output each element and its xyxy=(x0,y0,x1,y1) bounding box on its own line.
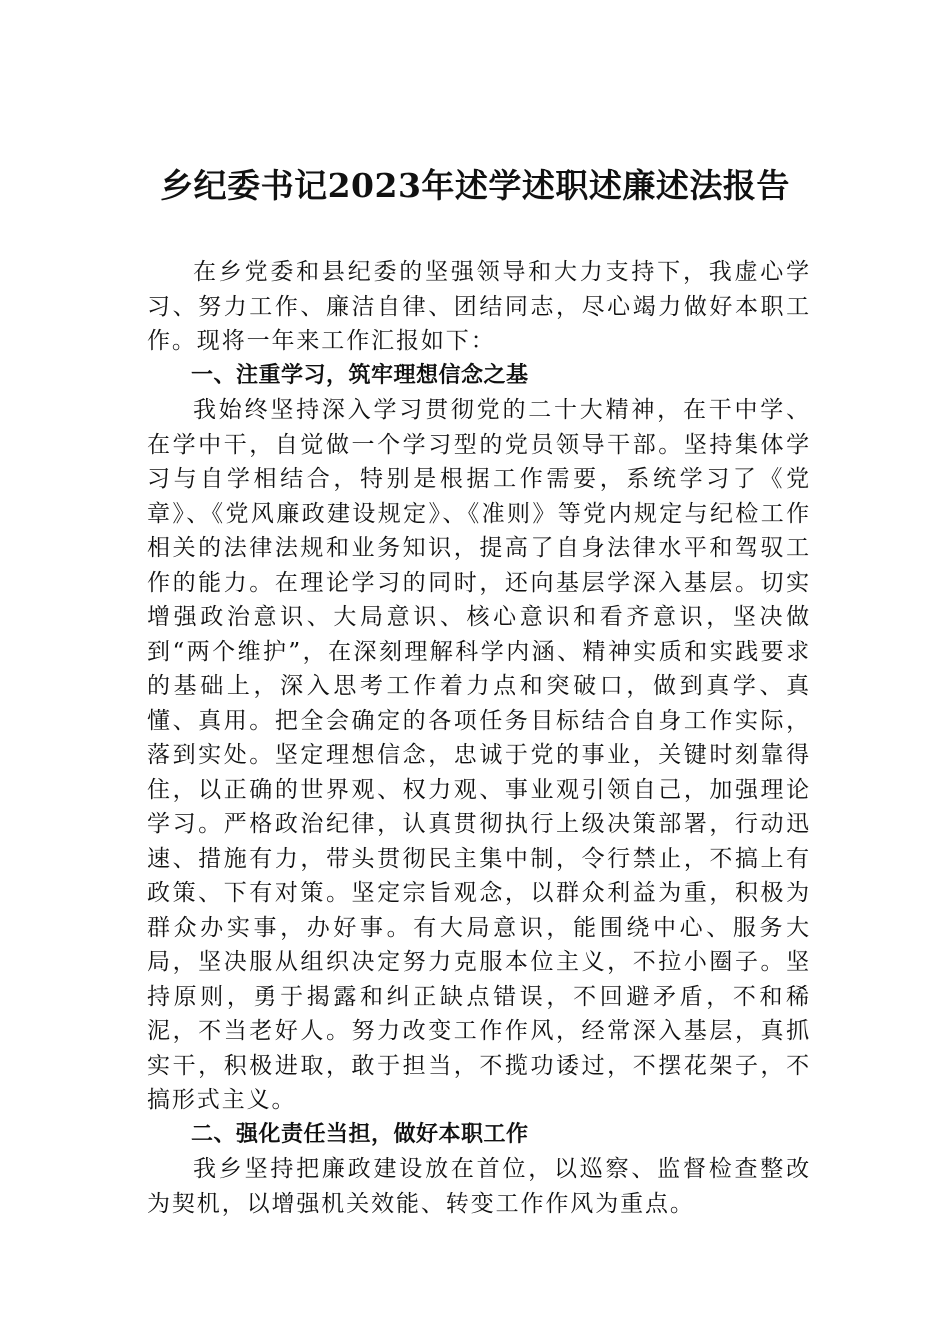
document-title: 乡纪委书记2023年述学述职述廉述法报告 xyxy=(160,166,790,205)
section-heading-1: 一、注重学习，筑牢理想信念之基 xyxy=(191,362,529,388)
section-2-paragraph: 我乡坚持把廉政建设放在首位，以巡察、监督检查整改为契机，以增强机关效能、转变工作作风为重点。 xyxy=(147,1156,811,1217)
section-heading-2: 二、强化责任当担，做好本职工作 xyxy=(191,1121,529,1147)
section-1-paragraph: 我始终坚持深入学习贯彻党的二十大精神，在干中学、在学中干，自觉做一个学习型的党员领导干部。坚持集体学习与自学相结合，特别是根据工作需要，系统学习了《党章》、《党风廉政建设规定》、《准则》等党内规定与纪检工作相关的法律法规和业务知识，提高了自身法律水平和驾驭工作的能力。在理论学习的同时，还向基层学深入基层。切实增强政治意识、大局意识、核心意识和看齐意识，坚决做到“两个维护”，在深刻理解科学内涵、精神实质和实践要求的基础上，深入思考工作着力点和突破口，做到真学、真懂、真用。把全会确定的各项任务目标结合自身工作实际，落到实处。坚定理想信念，忠诚于党的事业，关键时刻靠得住，以正确的世界观、权力观、事业观引领自己，加强理论学习。严格政治纪律，认真贯彻执行上级决策部署，行动迅速、措施有力，带头贯彻民主集中制，令行禁止，不搞上有政策、下有对策。坚定宗旨观念，以群众利益为重，积极为群众办实事，办好事。有大局意识，能围绕中心、服务大局，坚决服从组织决定努力克服本位主义，不拉小圈子。坚持原则，勇于揭露和纠正缺点错误，不回避矛盾，不和稀泥，不当老好人。努力改变工作作风，经常深入基层，真抓实干，积极进取，敢于担当，不揽功诿过，不摆花架子，不搞形式主义。 xyxy=(147,397,811,1113)
document-body xyxy=(147,255,811,1221)
intro-paragraph: 在乡党委和县纪委的坚强领导和大力支持下，我虚心学习、努力工作、廉洁自律、团结同志，尽心竭力做好本职工作。现将一年来工作汇报如下： xyxy=(147,259,811,354)
